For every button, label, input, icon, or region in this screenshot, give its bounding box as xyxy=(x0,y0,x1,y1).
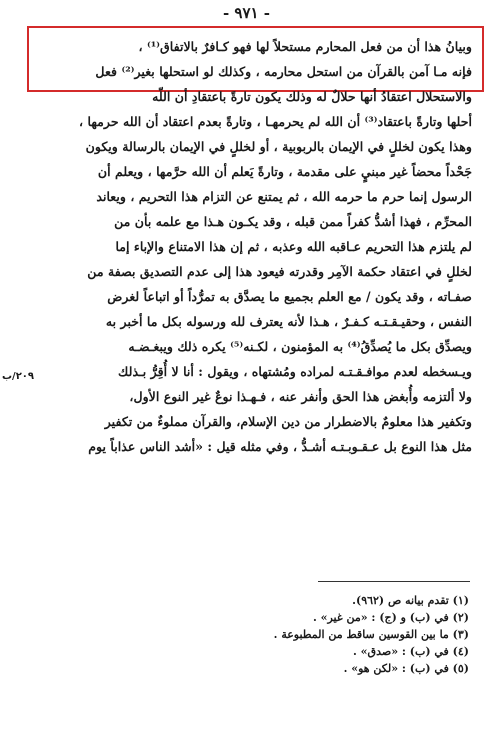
footnote: (٣) ما بين القوسين ساقط من المطبوعة . xyxy=(273,628,469,641)
text-line: جَحْداً محضاً غير مبنيٍ على مقدمة ، وتارةً يَعلم أن الله حرَّمها ، ويعلم أن xyxy=(97,164,472,179)
body-text xyxy=(32,34,472,459)
text-line: مثل هذا النوع بل عـقـوبـتـه أشـدُّ ، وفي مثله قيل : «أشد الناس عذاباً يوم xyxy=(88,439,472,454)
text-line: النفس ، وحقيـقـتـه كـفـرٌ ، هـذا لأنه يعترف لله ورسوله بكل ما أخبر به xyxy=(105,314,472,329)
text-line: وبيانُ هذا أن من فعل المحارم مستحلاً لها فهو كـافرٌ بالاتفاق⁽¹⁾ ، xyxy=(138,39,472,54)
margin-note: ٢٠٩/ب xyxy=(2,371,35,382)
text-line: وتكفير هذا معلومٌ بالاضطرار من دين الإسلام، والقرآن مملوءٌ من تكفير xyxy=(104,414,472,429)
footnote: (٤) في (ب) : «صدق» . xyxy=(353,645,469,658)
footnotes xyxy=(149,592,469,677)
text-line: فإنه مـا آمن بالقرآن من استحل محارمه ، وكذلك لو استحلها بغير⁽²⁾ فعل xyxy=(95,64,472,79)
text-line: الرسول إنما حرم ما حرمه الله ، ثم يمتنع عن التزام هذا التحريم ، ويعاند xyxy=(96,189,472,204)
text-line: لخللٍ في اعتقاد حكمة الآمِر وقدرته فيعود هذا إلى عدم التصديق بصفة من xyxy=(87,264,472,279)
text-line: ويصدِّق بكل ما يُصدِّقُ⁽⁴⁾ به المؤمنون ، لكـنه⁽⁵⁾ يكره ذلك ويبغـضـه xyxy=(128,339,472,354)
footnote: (١) تقدم بيانه ص (٩٦٢). xyxy=(352,594,469,607)
text-line: أحلها وتارةً باعتقاد⁽³⁾ أن الله لم يحرمهـا ، وتارةً بعدم اعتقاد أن الله حرمها ، xyxy=(79,114,472,129)
text-line: والاستحلال اعتقادُ أنها حلالٌ له وذلك يكون تارةً باعتقادِ أن اللّه xyxy=(152,89,472,104)
text-line: ولا ألتزمه وأُبغض هذا الحق وأنفر عنه ، فـهـذا نوعٌ غير النوع الأول، xyxy=(129,389,472,404)
footnote: (٢) في (ب) و (ج) : «من غير» . xyxy=(312,611,469,624)
footnote-separator xyxy=(318,581,470,582)
text-line: لم يلتزم هذا التحريم عـاقبه الله وعذبه ، ثم إن هذا الامتناع والإباء إما xyxy=(115,239,472,254)
text-line: وهذا يكون لخللٍ في الإيمان بالربوبية ، أو لخللٍ في الإيمان بالرسالة ويكون xyxy=(85,139,472,154)
page-number: - ٩٧١ - xyxy=(222,4,271,22)
footnote: (٥) في (ب) : «لكن هو» . xyxy=(343,662,469,675)
text-line: صفـاته ، وقد يكون / مع العلم بجميع ما يصدَّق به تمرُّداً أو اتباعاً لغرض xyxy=(107,289,472,304)
text-line: ويـسخطه لعدم موافـقـتـه لمراده ومُشتهاه ، ويقول : أنا لا أُقِرُّ بـذلك xyxy=(118,364,472,379)
text-line: المحرِّم ، فهذا أشدُّ كفراً ممن قبله ، وقد يكـون هـذا مع علمه بأن من xyxy=(114,214,472,229)
